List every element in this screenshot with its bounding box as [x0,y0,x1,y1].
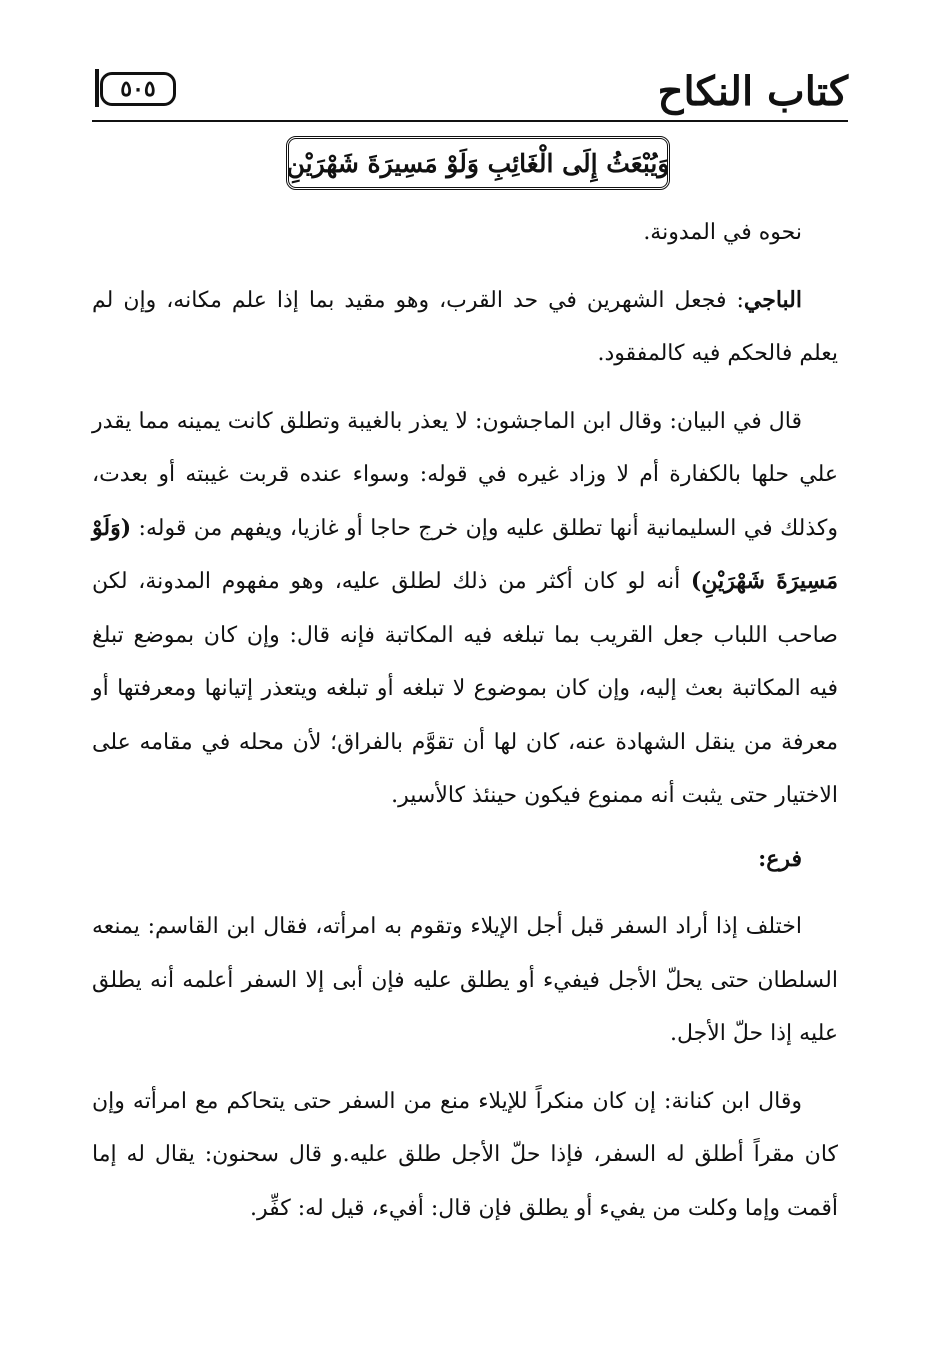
author-lead-baji: الباجي [743,286,802,313]
page-number: ٥٠٥ [100,72,176,106]
verse-text: وَيُبْعَثُ إِلَى الْغَائِبِ وَلَوْ مَسِيرَةَ شَهْرَيْنِ [286,148,670,178]
paragraph-3-text-a: قال في البيان: وقال ابن الماجشون: لا يعذر بالغيبة وتطلق كانت يمينه مما يقدر علي حلها بالكفارة أم لا وزاد غيره في قوله: وسواء عنده قربت غيبته أو بعدت، وكذلك في السليمانية أنها تطلق عليه وإن خرج حاجا أو غازيا، ويفهم من قوله: [92,408,838,541]
paragraph-5 [92,1075,838,1236]
verse-quote: (وَلَوْ مَسِيرَةَ شَهْرَيْنِ) [92,514,838,594]
header-divider [92,120,848,122]
verse-frame [286,136,670,190]
paragraph-4-text: اختلف إذا أراد السفر قبل أجل الإيلاء وتقوم به امرأته، فقال ابن القاسم: يمنعه السلطان حتى يحلّ الأجل فيفيء أو يطلق عليه فإن أبى إلا السفر أعلمه أنه يطلق عليه إذا حلّ الأجل. [92,914,838,1046]
page-header [92,58,848,124]
paragraph-4 [92,900,838,1061]
paragraph-3 [92,395,838,823]
commentary-body [92,206,838,1235]
chapter-title: كتاب النكاح [657,68,848,115]
paragraph-2-text: : فجعل الشهرين في حد القرب، وهو مقيد بما إذا علم مكانه، وإن لم يعلم فالحكم فيه كالمفقود. [92,287,838,366]
paragraph-3-text-b: أنه لو كان أكثر من ذلك لطلق عليه، وهو مفهوم المدونة، لكن صاحب اللباب جعل القريب بما تبلغه فيه المكاتبة فإنه قال: وإن كان بموضع تبلغ فيه المكاتبة بعث إليه، وإن كان بموضوع لا تبلغه أو تبلغه ويتعذر إتيانها ومعرفتها أو معرفة من ينقل الشهادة عنه، كان لها أن تقوَّم بالفراق؛ لأن محله في مقامه على الاختيار حتى يثبت أنه ممنوع فيكون حينئذ كالأسير. [92,569,838,808]
paragraph-5-text: وقال ابن كنانة: إن كان منكراً للإيلاء منع من السفر حتى يتحاكم مع امرأته وإن كان مقراً أطلق له السفر، فإذا حلّ الأجل طلق عليه.و قال سحنون: يقال له إما أقمت وإما وكلت من يفيء أو يطلق فإن قال: أفيء، قيل له: كفِّر. [92,1088,838,1221]
section-heading: فرع: [758,845,802,872]
paragraph-1-text: نحوه في المدونة. [643,220,802,245]
paragraph-2 [92,274,838,381]
paragraph-1 [92,206,838,260]
